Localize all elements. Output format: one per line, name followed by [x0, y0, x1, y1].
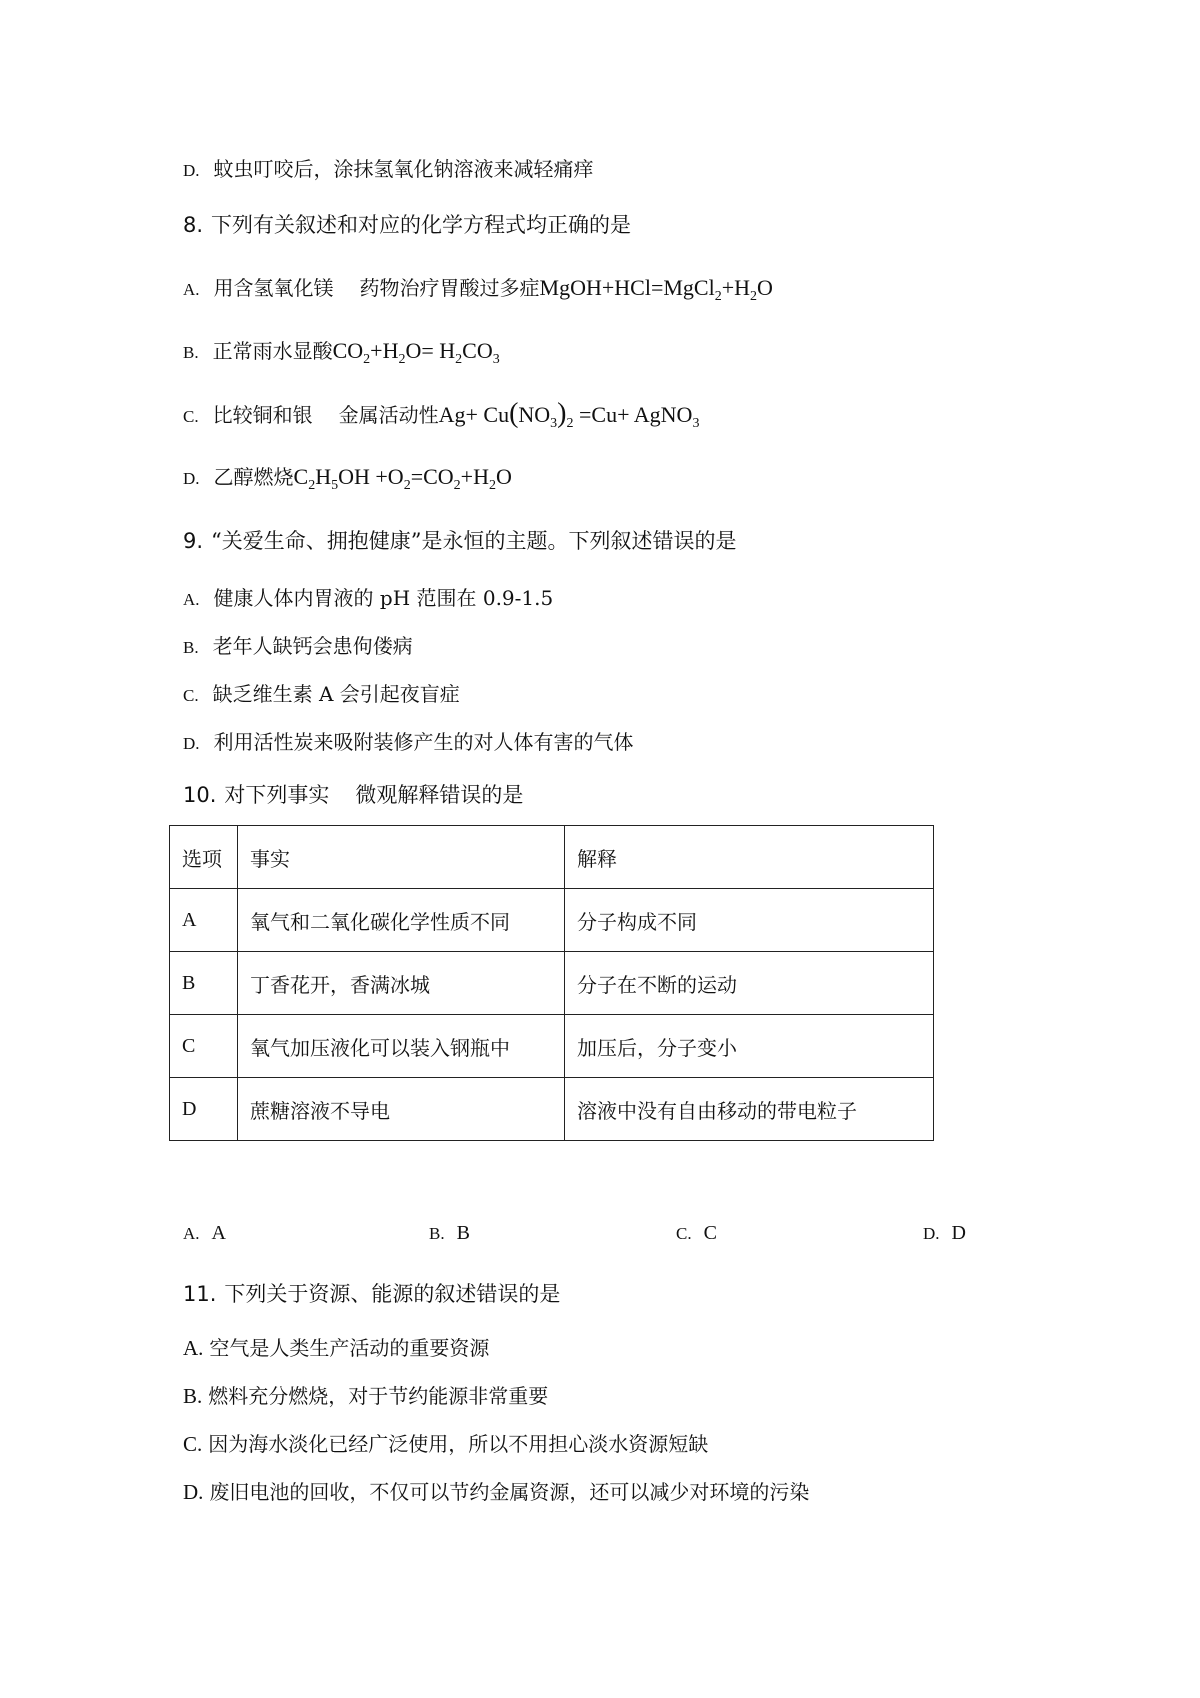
option-label: B. [183, 638, 199, 657]
question-text: 对下列事实 [224, 783, 330, 807]
question-8-stem [183, 211, 631, 239]
question-9-stem [183, 527, 737, 555]
option-label: D. [183, 161, 200, 180]
table-row [170, 889, 934, 952]
option-text: 燃料充分燃烧，对于节约能源非常重要 [208, 1384, 549, 1408]
table-cell: 溶液中没有自由移动的带电粒子 [565, 1078, 934, 1141]
table-cell: 加压后，分子变小 [565, 1015, 934, 1078]
table-cell: D [170, 1078, 238, 1141]
option-label: A. [183, 280, 200, 299]
option-label: A. [183, 1336, 204, 1360]
table-header-cell: 解释 [565, 826, 934, 889]
option-text: 比较铜和银 [212, 403, 313, 427]
option-label: D. [183, 469, 200, 488]
answer-value: A [211, 1222, 226, 1244]
q11-option-d [183, 1478, 809, 1506]
q11-option-c [183, 1430, 708, 1458]
table-row [170, 952, 934, 1015]
option-text: 利用活性炭来吸附装修产生的对人体有害的气体 [213, 730, 634, 754]
answer-value: C [703, 1222, 717, 1244]
option-text: 老年人缺钙会患佝偻病 [212, 634, 413, 658]
table-cell: 氧气加压液化可以装入钢瓶中 [238, 1015, 565, 1078]
chemical-equation: $Ag+ Cu(NO_3)_2 =Cu+$ AgNO$_3$ [438, 398, 700, 431]
facts-table [169, 825, 934, 1141]
table-cell: A [170, 889, 238, 952]
question-text: 下列关于资源、能源的叙述错误的是 [224, 1282, 561, 1306]
option-label: C. [183, 407, 199, 426]
option-text: 因为海水淡化已经广泛使用，所以不用担心淡水资源短缺 [208, 1432, 709, 1456]
q8-option-b [183, 337, 500, 374]
table-cell: 分子构成不同 [565, 889, 934, 952]
question-10-stem [183, 781, 523, 809]
option-text: 正常雨水显酸 [212, 339, 333, 363]
option-text: 乙醇燃烧 [213, 465, 294, 489]
option-label: D. [183, 1480, 204, 1504]
option-label: C. [183, 1432, 203, 1456]
option-label: D. [183, 734, 200, 753]
option-text-2: 金属活动性 [338, 403, 439, 427]
question-11-stem [183, 1280, 560, 1308]
answer-label: C. [676, 1224, 692, 1243]
question-number: 8. [183, 213, 204, 237]
question-text: “关爱生命、拥抱健康”是永恒的主题。下列叙述错误的是 [211, 529, 737, 553]
table-header-cell: 选项 [170, 826, 238, 889]
option-text: 空气是人类生产活动的重要资源 [209, 1336, 490, 1360]
chemical-equation: $MgOH+HCl=MgCl_2+H_2O$ [539, 275, 773, 304]
q9-option-c [183, 680, 460, 710]
q9-option-a [183, 584, 553, 614]
table-header-cell: 事实 [238, 826, 565, 889]
question-text: 下列有关叙述和对应的化学方程式均正确的是 [211, 213, 632, 237]
answer-label: D. [923, 1224, 940, 1243]
answer-value: B [456, 1222, 470, 1244]
q10-answer-c [676, 1220, 717, 1245]
q10-answer-b [429, 1220, 470, 1245]
answer-value: D [951, 1222, 966, 1244]
q8-option-d [183, 463, 512, 500]
q8-option-a [183, 274, 773, 311]
table-cell: C [170, 1015, 238, 1078]
table-cell: B [170, 952, 238, 1015]
table-cell: 氧气和二氧化碳化学性质不同 [238, 889, 565, 952]
option-text: 健康人体内胃液的 pH 范围在 0.9-1.5 [213, 586, 554, 610]
table-cell: 分子在不断的运动 [565, 952, 934, 1015]
option-text: 蚊虫叮咬后，涂抹氢氧化钠溶液来减轻痛痒 [213, 157, 594, 181]
q8-option-c [183, 400, 699, 438]
answer-label: A. [183, 1224, 200, 1243]
q7-option-d [183, 155, 594, 185]
option-text: 用含氢氧化镁 [213, 276, 334, 300]
q9-option-b [183, 632, 413, 662]
question-number: 9. [183, 529, 204, 553]
option-label: A. [183, 590, 200, 609]
q11-option-a [183, 1334, 489, 1362]
option-text: 废旧电池的回收，不仅可以节约金属资源，还可以减少对环境的污染 [209, 1480, 810, 1504]
q10-answer-a [183, 1220, 226, 1245]
table-cell: 蔗糖溶液不导电 [238, 1078, 565, 1141]
answer-label: B. [429, 1224, 445, 1243]
question-text-2: 微观解释错误的是 [355, 783, 524, 807]
table-row [170, 1078, 934, 1141]
q11-option-b [183, 1382, 548, 1410]
option-label: B. [183, 1384, 203, 1408]
table-header-row [170, 826, 934, 889]
option-label: C. [183, 686, 199, 705]
chemical-equation: $C_2H_5OH +O_2=CO_2+H_2O$ [293, 464, 512, 493]
option-label: B. [183, 343, 199, 362]
question-number: 11. [183, 1282, 217, 1306]
table-cell: 丁香花开，香满冰城 [238, 952, 565, 1015]
question-number: 10. [183, 783, 217, 807]
q9-option-d [183, 728, 634, 758]
chemical-equation: $CO_2+H_2O= H_2CO_3$ [332, 338, 500, 367]
table-row [170, 1015, 934, 1078]
q10-answer-d [923, 1220, 966, 1245]
option-text-2: 药物治疗胃酸过多症 [359, 276, 540, 300]
option-text: 缺乏维生素 A 会引起夜盲症 [212, 682, 460, 706]
